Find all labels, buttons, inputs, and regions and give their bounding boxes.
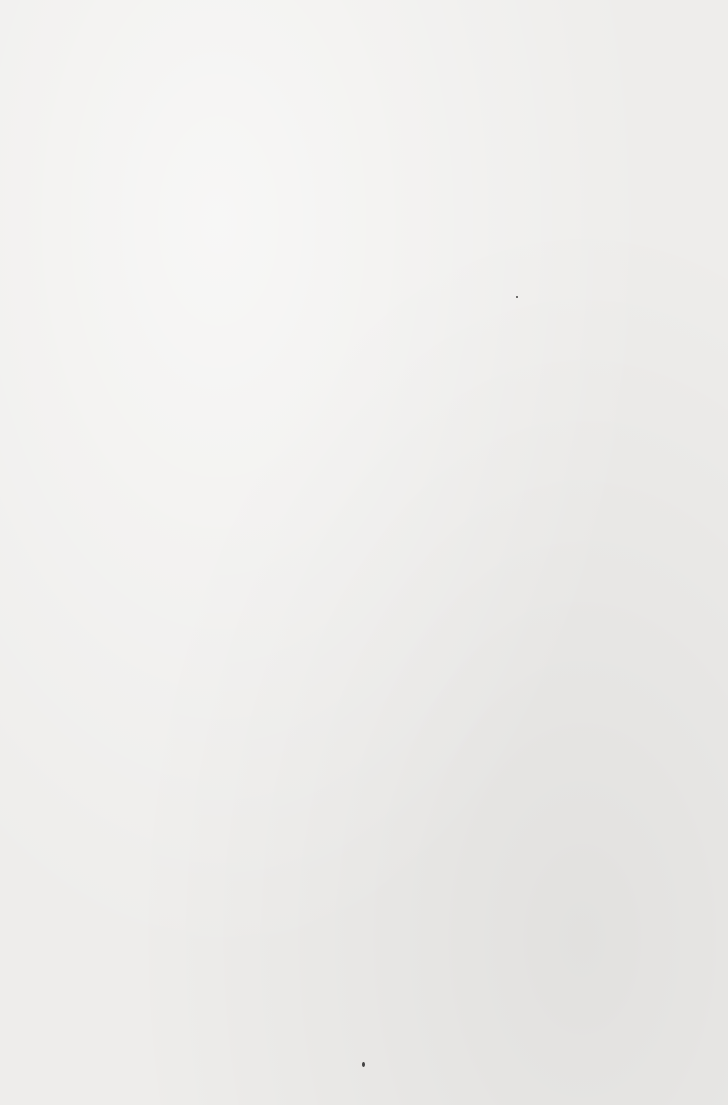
ink-speck <box>362 1062 365 1067</box>
ink-speck <box>516 296 518 298</box>
